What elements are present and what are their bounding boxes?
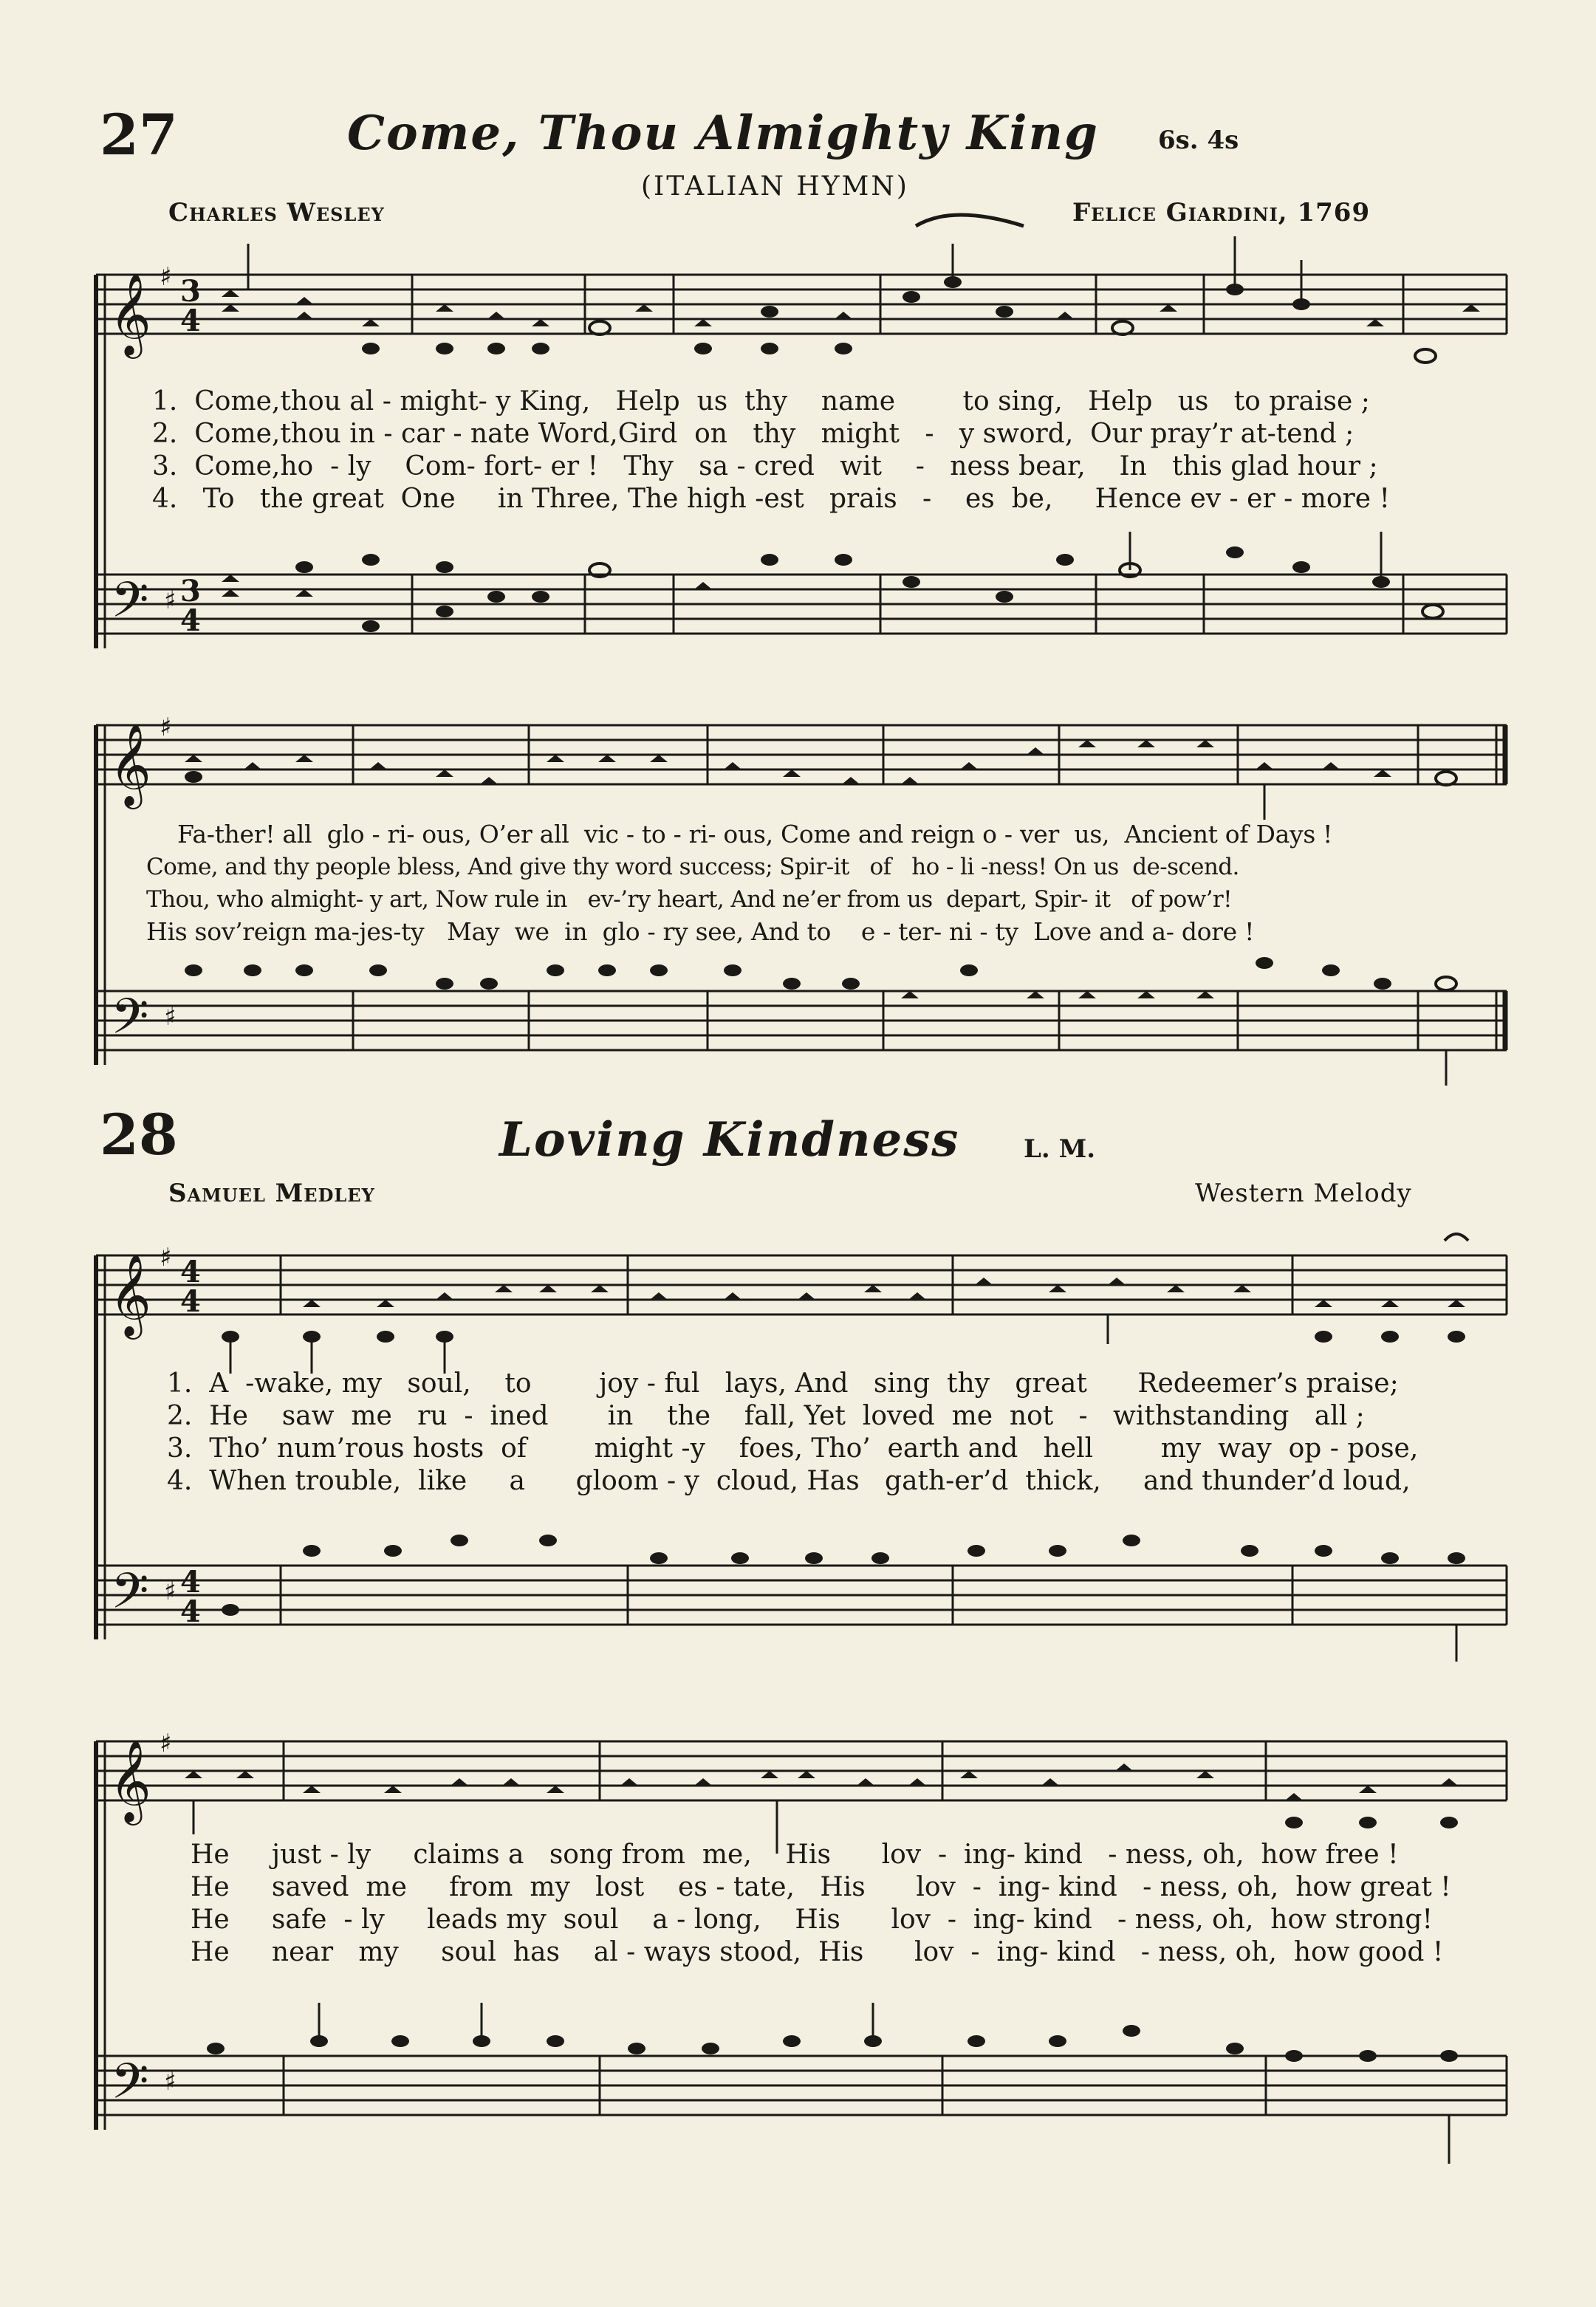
lyrics-verse-1: 1. Come,thou al - might- y King, Help us thy name to sing, Help us to praise ; [152,386,1370,417]
lyrics-verse-2: 2. He saw me ru - ined in the fall, Yet loved me not - withstanding all ; [167,1401,1365,1431]
lyrics-verse-3-refrain: Thou, who almight- y art, Now rule in ev-’ry heart, And ne’er from us depart, Spir- it of pow’r! [146,886,1232,913]
svg-text:♯: ♯ [164,586,177,615]
lyrics-verse-3-refrain: He safe - ly leads my soul a - long, His lov - ing- kind - ness, oh, how strong! [191,1905,1433,1935]
bass-clef-icon: 𝄢 [111,988,149,1057]
svg-text:4: 4 [180,1594,201,1629]
svg-text:4: 4 [180,1565,201,1600]
treble-clef-icon: 𝄞 [109,272,151,355]
author-credit: Samuel Medley [168,1179,375,1208]
svg-text:3: 3 [180,574,201,609]
treble-clef-icon: 𝄞 [109,1739,151,1822]
lyrics-verse-1-refrain: He just - ly claims a song from me, His lov - ing- kind - ness, oh, how free ! [191,1840,1399,1870]
lyrics-verse-2-refrain: Come, and thy people bless, And give thy word success; Spir-it of ho - li -ness! On us de-scend. [146,854,1239,880]
svg-text:3: 3 [180,274,201,309]
lyrics-verse-4: 4. When trouble, like a gloom - y cloud, Has gath-er’d thick, and thunder’d loud, [167,1466,1411,1496]
lyrics-verse-4-refrain: His sov’reign ma-jes-ty May we in glo - ry see, And to e - ter- ni - ty Love and a- dore ! [146,917,1255,946]
svg-text:♯: ♯ [164,2067,177,2097]
svg-text:♯: ♯ [164,1002,177,1032]
treble-clef-icon: 𝄞 [109,1253,151,1336]
hymn-title: Come, Thou Almighty King [347,106,1099,161]
svg-text:4: 4 [180,304,201,338]
hymn-meter: L. M. [1024,1134,1096,1164]
bass-clef-icon: 𝄢 [111,1563,149,1631]
svg-text:♯: ♯ [160,1729,172,1758]
svg-text:♯: ♯ [160,1243,172,1272]
svg-text:♯: ♯ [164,1577,177,1606]
lyrics-verse-3: 3. Tho’ num’rous hosts of might -y foes, Tho’ earth and hell my way op - pose, [167,1433,1419,1464]
lyrics-verse-1-refrain: Fa-ther! all glo - ri- ous, O’er all vic - to - ri- ous, Come and reign o - ver us, Ancient of Days ! [177,820,1333,849]
treble-clef-icon: 𝄞 [109,723,151,806]
bass-clef-icon: 𝄢 [111,2053,149,2122]
svg-text:♯: ♯ [160,262,172,292]
svg-text:4: 4 [180,1255,201,1289]
composer-credit: Western Melody [1195,1179,1412,1208]
lyrics-verse-2: 2. Come,thou in - car - nate Word,Gird on thy might - y sword, Our pray’r at-tend ; [152,419,1354,449]
svg-text:♯: ♯ [160,713,172,742]
svg-text:4: 4 [180,603,201,638]
author-credit: Charles Wesley [168,198,385,227]
lyrics-verse-4-refrain: He near my soul has al - ways stood, His lov - ing- kind - ness, oh, how good ! [191,1937,1444,1967]
svg-text:4: 4 [180,1284,201,1319]
hymn-number: 28 [100,1102,178,1168]
hymn-title: Loving Kindness [499,1112,960,1168]
lyrics-verse-4: 4. To the great One in Three, The high -est prais - es be, Hence ev - er - more ! [152,484,1390,514]
composer-credit: Felice Giardini, 1769 [1072,198,1371,227]
lyrics-verse-2-refrain: He saved me from my lost es - tate, His lov - ing- kind - ness, oh, how great ! [191,1872,1451,1902]
lyrics-verse-3: 3. Come,ho - ly Com- fort- er ! Thy sa - cred wit - ness bear, In this glad hour ; [152,451,1378,481]
hymn-meter: 6s. 4s [1158,126,1239,155]
tune-name: (ITALIAN HYMN) [641,171,909,202]
hymn-number: 27 [100,102,178,168]
lyrics-verse-1: 1. A -wake, my soul, to joy - ful lays, And sing thy great Redeemer’s praise; [167,1368,1399,1399]
bass-clef-icon: 𝄢 [111,572,149,640]
